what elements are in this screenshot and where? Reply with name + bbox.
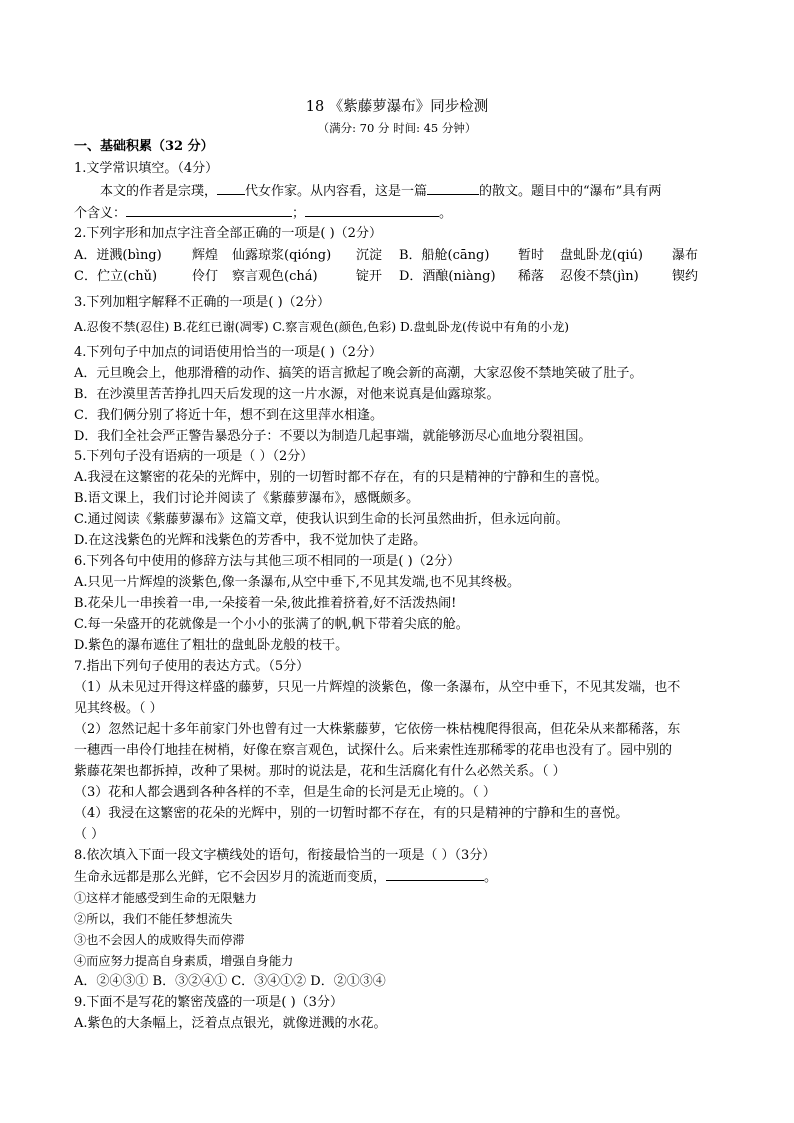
q6-option-b: B.花朵儿一串挨着一串,一朵接着一朵,彼此推着挤着,好不活泼热闹! — [74, 596, 457, 611]
q8-answers: A．②④③① B．③②④① C．③④①② D．②①③④ — [74, 974, 386, 989]
q8-blank[interactable] — [386, 868, 484, 881]
q2-option-d-4: 锲约 — [672, 269, 699, 284]
q8-passage-text: 生命永远都是那么光鲜，它不会因岁月的流逝而变质， — [74, 870, 387, 885]
q7-sentence-2c: 紫藤花架也都拆掉，改种了果树。那时的说法是，花和生活腐化有什么必然关系。（ ） — [74, 764, 566, 779]
q6-option-c: C.每一朵盛开的花就像是一个小小的张满了的帆,帆下带着尖底的舱。 — [74, 617, 469, 632]
q7-sentence-1b: 见其终极。（ ） — [74, 701, 163, 716]
q1-text-b: 代女作家。从内容看，这是一篇 — [245, 184, 428, 199]
q2-option-a-1: A．迸溅(bìng) — [74, 248, 162, 263]
q2-option-a-4: 沉淀 — [356, 248, 383, 263]
section-heading: 一、基础积累（32 分） — [74, 139, 214, 154]
q2-option-b-2: 暂时 — [518, 248, 545, 263]
q2-option-c-1: C．伫立(chǔ) — [74, 269, 158, 284]
q1-text-d: 个含义： — [74, 206, 127, 221]
q4-option-d: D．我们全社会严正警告暴恐分子：不要以为制造几起事端，就能够沥尽心血地分裂祖国。 — [74, 429, 592, 444]
q1-blank-3[interactable] — [126, 204, 292, 217]
q8-item-4: ④而应努力提高自身素质，增强自身能力 — [74, 954, 294, 968]
q2-row-1 — [74, 247, 724, 265]
q4-option-a: A．元旦晚会上，他那滑稽的动作、搞笑的语言掀起了晚会新的高潮，大家忍俊不禁地笑破了肚子。 — [74, 366, 643, 381]
q1-blank-2[interactable] — [427, 182, 479, 195]
q7-stem: 7.指出下列句子使用的表达方式。（5分） — [74, 659, 310, 674]
q1-text-a: 本文的作者是宗璞， — [100, 184, 218, 199]
q2-stem: 2.下列字形和加点字注音全部正确的一项是( )（2分） — [74, 226, 382, 241]
q1-stem: 1.文学常识填空。（4分） — [74, 161, 219, 176]
q8-passage-end: 。 — [484, 870, 498, 885]
q1-text-f: 。 — [439, 206, 453, 221]
q7-sentence-1a: （1）从未见过开得这样盛的藤萝，只见一片辉煌的淡紫色，像一条瀑布，从空中垂下，不见其发端，也不 — [74, 680, 681, 695]
q6-stem: 6.下列各句中使用的修辞方法与其他三项不相同的一项是( )（2分） — [74, 554, 460, 569]
q4-option-b: B．在沙漠里苦苦挣扎四天后发现的这一片水源，对他来说真是仙露琼浆。 — [74, 387, 500, 402]
q1-line1 — [100, 182, 661, 201]
q8-stem: 8.依次填入下面一段文字横线处的语句，衔接最恰当的一项是（ ）（3分） — [74, 848, 496, 863]
q2-option-b-1: B．船舱(cāng) — [399, 248, 490, 263]
q5-stem: 5.下列句子没有语病的一项是（ ）（2分） — [74, 449, 314, 464]
q7-sentence-4b: （ ） — [74, 827, 105, 842]
q7-sentence-2b: 一穗西一串伶仃地挂在树梢，好像在察言观色，试探什么。后来索性连那稀零的花串也没有了。园中别的 — [74, 743, 673, 758]
q4-stem: 4.下列句子中加点的词语使用恰当的一项是( )（2分） — [74, 345, 382, 360]
q2-option-c-2: 伶仃 — [192, 269, 219, 284]
q1-blank-4[interactable] — [305, 204, 439, 217]
q2-option-a-2: 辉煌 — [192, 248, 219, 263]
q6-option-a: A.只见一片辉煌的淡紫色,像一条瀑布,从空中垂下,不见其发端,也不见其终极。 — [74, 575, 521, 590]
q2-option-c-4: 锭开 — [356, 269, 383, 284]
q3-stem: 3.下列加粗字解释不正确的一项是( )（2分） — [74, 295, 330, 310]
q2-option-d-3: 忍俊不禁(jìn) — [560, 269, 639, 284]
q5-option-c: C.通过阅读《紫藤萝瀑布》这篇文章，使我认识到生命的长河虽然曲折，但永远向前。 — [74, 512, 569, 527]
q9-option-a: A.紫色的大条幅上，泛着点点银光，就像迸溅的水花。 — [74, 1016, 387, 1031]
q2-option-d-1: D．酒酿(niàng) — [399, 269, 496, 284]
q3-options: A.忍俊不禁(忍住) B.花红已谢(凋零) C.察言观色(颜色,色彩) D.盘虬卧龙(传说中有角的小龙) — [74, 320, 570, 334]
q6-option-d: D.紫色的瀑布遮住了粗壮的盘虬卧龙般的枝干。 — [74, 638, 349, 653]
q5-option-a: A.我浸在这繁密的花朵的光辉中，别的一切暂时都不存在，有的只是精神的宁静和生的喜悦。 — [74, 470, 608, 485]
page-title: 18 《紫藤萝瀑布》同步检测 — [305, 99, 489, 115]
q8-item-3: ③也不会因人的成败得失而停滞 — [74, 933, 245, 947]
q2-option-d-2: 稀落 — [518, 269, 545, 284]
q1-text-e: ； — [292, 206, 306, 221]
q5-option-b: B.语文课上，我们讨论并阅读了《紫藤萝瀑布》，感慨颇多。 — [74, 491, 420, 506]
q8-passage — [74, 868, 497, 887]
q8-item-1: ①这样才能感受到生命的无限魅力 — [74, 891, 257, 905]
q1-text-c: 的散文。题目中的“瀑布”具有两 — [479, 184, 662, 199]
q1-blank-1[interactable] — [217, 182, 245, 195]
q5-option-d: D.在这浅紫色的光辉和浅紫色的芳香中，我不觉加快了走路。 — [74, 533, 427, 548]
q8-item-2: ②所以，我们不能任梦想流失 — [74, 912, 233, 926]
q9-stem: 9.下面不是写花的繁密茂盛的一项是( )（3分） — [74, 995, 343, 1010]
q7-sentence-4a: （4）我浸在这繁密的花朵的光辉中，别的一切暂时都不存在，有的只是精神的宁静和生的喜悦。 — [74, 806, 629, 821]
q2-row-2 — [74, 268, 724, 286]
q4-option-c: C．我们俩分别了将近十年，想不到在这里萍水相逢。 — [74, 408, 383, 423]
q1-line2 — [74, 204, 452, 223]
q7-sentence-3: （3）花和人都会遇到各种各样的不幸，但是生命的长河是无止境的。（ ） — [74, 785, 496, 800]
q2-option-c-3: 察言观色(chá) — [232, 269, 318, 284]
q2-option-a-3: 仙露琼浆(qióng) — [232, 248, 332, 263]
q7-sentence-2a: （2）忽然记起十多年前家门外也曾有过一大株紫藤萝，它依傍一株枯槐爬得很高，但花朵从来都稀落，东 — [74, 722, 681, 737]
page-subtitle: （满分: 70 分 时间: 45 分钟） — [317, 121, 477, 135]
q2-option-b-4: 瀑布 — [672, 248, 699, 263]
q2-option-b-3: 盘虬卧龙(qiú) — [560, 248, 643, 263]
